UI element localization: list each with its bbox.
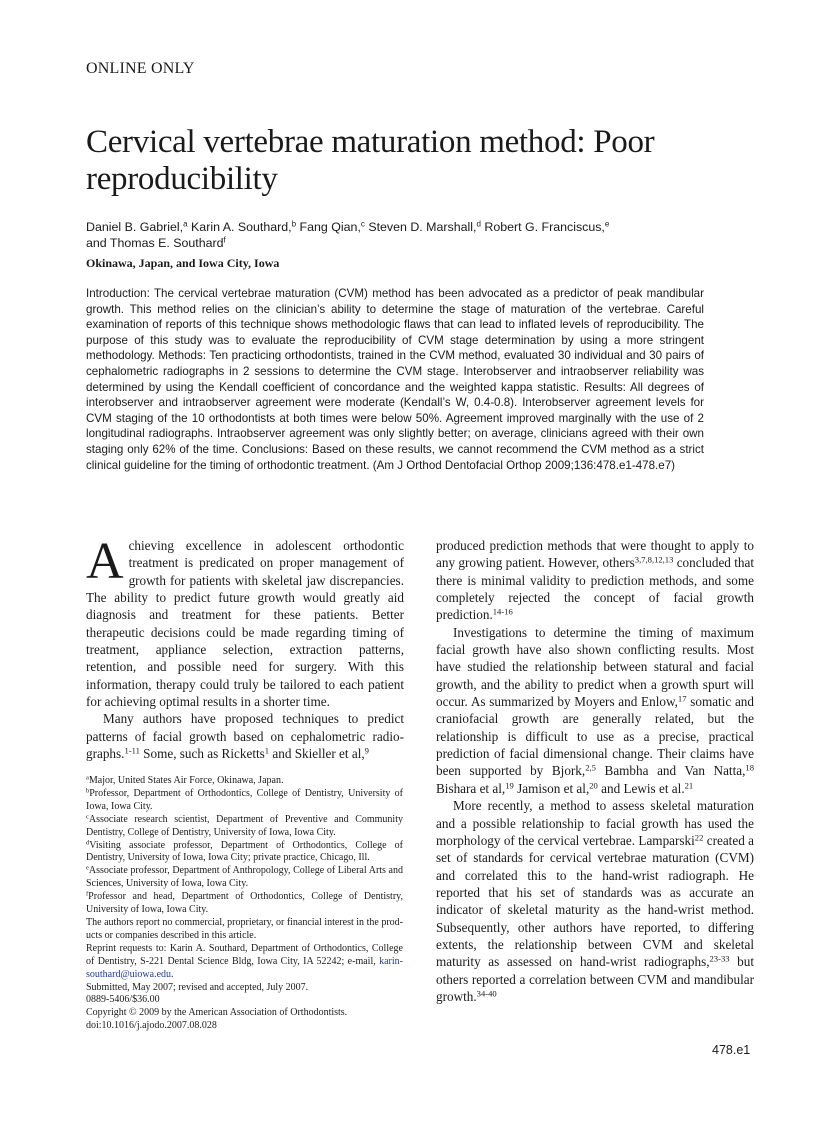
- body-column-right: [436, 537, 754, 1005]
- author-location: Okinawa, Japan, and Iowa City, Iowa: [86, 256, 280, 270]
- text-run: chieving excellence in adolescent orthodontic treatment is predicated on proper management of growth for patients with skeletal jaw discrepancies. The ability to predict future growth would greatly aid diagnosis and treatment for these patients. Better therapeutic decisions could be made regarding timing of treatment, appliance selection, extraction patterns, retention, and possible need for surgery. With this information, therapy could truly be tailored to each patient for achieving optimal results in a shorter time.: [86, 538, 404, 710]
- text-run: Professor, Department of Orthodontics, College of Dentistry, University of Iowa, Iowa City.: [86, 787, 403, 812]
- text-run: Bambha and Van Natta,: [595, 763, 746, 779]
- body-column-left: [86, 533, 404, 762]
- footnote: [86, 917, 403, 943]
- citation-superscript: 18: [745, 762, 754, 773]
- drop-cap: A: [86, 533, 124, 590]
- author-affiliation-marker: a: [183, 219, 188, 229]
- text-run: Reprint requests to: Karin A. Southard, Department of Orthodontics, College of Dentistry, S-221 Dental Science Bldg, Iowa City, IA 52242; e-mail,: [86, 942, 403, 967]
- text-run: produced prediction methods that were thought to apply to any growing patient. However, others: [436, 538, 754, 571]
- text-run: Visiting associate professor, Department of Orthodontics, College of Dentistry, University of Iowa, Iowa City; private practice, Chicago, Ill.: [86, 839, 403, 864]
- footnote: [86, 840, 403, 866]
- author-affiliation-marker: c: [360, 219, 365, 229]
- page-number: 478.e1: [712, 1043, 751, 1057]
- citation-superscript: 23-33: [709, 953, 730, 964]
- author-name: Steven D. Marshall,: [364, 220, 477, 234]
- author-affiliation-marker: f: [223, 235, 226, 245]
- text-run: Investigations to determine the timing of maximum facial growth have also shown conflicting results. Most have studied the relationship between statural and facial growth, and the ability to predict when a growth spurt will occur. As summarized by Moyers and Enlow,: [436, 624, 754, 710]
- citation-superscript: 34-40: [476, 988, 497, 999]
- citation-superscript: 14-16: [492, 606, 513, 617]
- abstract: Introduction: The cervical vertebrae maturation (CVM) method has been advocated as a predictor of peak mandibular growth. This method relies on the clinician’s ability to determine the stage of maturation of the vertebrae. Careful examination of reports of this technique shows methodologic flaws that can lead to inflated levels of reproducibility. The purpose of this study was to evaluate the reproducibility of CVM stage determination by using a more stringent methodology. Methods: Ten practicing orthodontists, trained in the CVM method, evaluated 30 individual and 30 pairs of cephalometric radiographs in 2 sessions to determine the CVM stage. Interobserver and intraobserver reliability was determined by using the Kendall coefficient of concordance and the weighted kappa statistic. Results: All degrees of interobserver and intraobserver agreement were moderate (Kendall’s W, 0.4-0.8). Interobserver agreement levels for CVM staging of the 10 orthodontists at both times were below 50%. Agreement improved marginally with the use of 2 longitudinal radiographs. Intraobserver agreement was only slightly better; on average, clinicians agreed with their own staging only 62% of the time. Conclusions: Based on these results, we cannot recommend the CVM method as a strict clinical guideline for the timing of orthodontic treatment. (Am J Orthod Dentofacial Orthop 2009;136:478.e1-478.e7): [86, 287, 704, 472]
- footnote: [86, 943, 403, 982]
- text-run: somatic and craniofacial growth are generally related, but the relationship is difficult to use as a precise, practical prediction of facial dimensional change. Their claims have been supported by Bjork,: [436, 694, 754, 779]
- text-run: Jamison et al,: [513, 780, 590, 796]
- text-run: Bishara et al,: [436, 780, 506, 796]
- author-name: Fang Qian,: [296, 220, 361, 234]
- author-name: Daniel B. Gabriel,: [86, 220, 184, 234]
- citation-superscript: e: [86, 864, 89, 872]
- author-name: and Thomas E. Southard: [86, 236, 224, 250]
- text-run: Associate professor, Department of Anthropology, College of Liberal Arts and Sciences, University of Iowa, Iowa City.: [86, 865, 403, 890]
- author-affiliation-marker: b: [291, 219, 297, 229]
- footnote: [86, 788, 403, 814]
- paragraph: [86, 710, 404, 762]
- footnote: [86, 891, 403, 917]
- citation-superscript: 21: [684, 780, 694, 791]
- citation-superscript: 1-11: [124, 745, 140, 756]
- citation-superscript: d: [86, 838, 90, 846]
- text-run: .: [171, 968, 174, 980]
- text-run: More recently, a method to assess skeletal maturation and a possible relationship to facial growth has used the morphology of the cervical vertebrae. Lamparski: [436, 798, 754, 848]
- text-run: Associate research scientist, Department of Preventive and Community Dentistry, College of Dentistry, University of Iowa, Iowa City.: [86, 813, 403, 838]
- text-run: Copyright © 2009 by the American Association of Orthodontists.: [86, 1007, 348, 1019]
- citation-superscript: 9: [364, 745, 369, 756]
- text-run: created a set of standards for cervical vertebrae maturation (CVM) and correlated this to the hand-wrist radiograph. He reported that his set of standards was as accurate an indicator of skeletal maturity as the hand-wrist method. Subsequently, other authors have reported, to differing extents, the relationship between CVM and skeletal maturity as assessed on hand-wrist radiographs,: [436, 832, 754, 970]
- text-run: concluded that there is minimal validity to prediction methods, and some completely rejected the concept of facial growth prediction.: [436, 555, 754, 623]
- text-run: The authors report no commercial, proprietary, or financial interest in the products or companies described in this article.: [86, 916, 403, 941]
- author-affiliation-marker: d: [476, 219, 481, 229]
- paragraph: [86, 533, 404, 710]
- text-run: Some, such as Ricketts: [139, 746, 265, 762]
- citation-superscript: 3,7,8,12,13: [634, 554, 674, 565]
- section-label: ONLINE ONLY: [86, 60, 195, 77]
- text-run: doi:10.1016/j.ajodo.2007.08.028: [86, 1020, 217, 1032]
- text-run: and Skieller et al,: [269, 746, 365, 762]
- footnote: [86, 1020, 403, 1033]
- citation-superscript: b: [86, 787, 90, 795]
- email-link[interactable]: karin-southard@uiowa.edu: [86, 955, 403, 980]
- citation-superscript: 17: [677, 693, 687, 704]
- footnote: [86, 865, 403, 891]
- text-run: Professor and head, Department of Orthodontics, College of Dentistry, University of Iowa, Iowa City.: [86, 891, 403, 916]
- citation-superscript: c: [86, 813, 89, 821]
- author-name: Karin A. Southard,: [187, 220, 292, 234]
- text-run: and Lewis et al.: [597, 780, 685, 796]
- footnote: [86, 994, 403, 1007]
- author-affiliation-marker: e: [604, 219, 610, 229]
- citation-superscript: 2,5: [585, 762, 596, 773]
- text-run: 0889-5406/$36.00: [86, 994, 160, 1006]
- article-title: Cervical vertebrae maturation method: Poor reproducibility: [86, 124, 655, 197]
- citation-superscript: a: [86, 774, 89, 782]
- paragraph: [436, 537, 754, 624]
- footnote: [86, 1007, 403, 1020]
- citation-superscript: f: [86, 890, 89, 898]
- citation-superscript: 1: [264, 745, 270, 756]
- citation-superscript: 22: [694, 832, 704, 843]
- text-run: Many authors have proposed techniques to predict patterns of facial growth based on cephalometric radiographs.: [86, 711, 404, 762]
- paragraph: [436, 624, 754, 797]
- text-run: but others reported a correlation between CVM and mandibular growth.: [436, 954, 754, 1004]
- paragraph: [436, 797, 754, 1005]
- citation-superscript: 19: [505, 780, 514, 791]
- citation-superscript: 20: [589, 780, 598, 791]
- author-name: Robert G. Franciscus,: [480, 220, 605, 234]
- author-list: [86, 219, 726, 251]
- footnote: [86, 982, 403, 995]
- text-run: Submitted, May 2007; revised and accepted, July 2007.: [86, 981, 309, 993]
- text-run: Major, United States Air Force, Okinawa, Japan.: [88, 775, 284, 786]
- footnote: [86, 814, 403, 840]
- footnotes: [86, 775, 403, 1033]
- footnote: [86, 775, 403, 788]
